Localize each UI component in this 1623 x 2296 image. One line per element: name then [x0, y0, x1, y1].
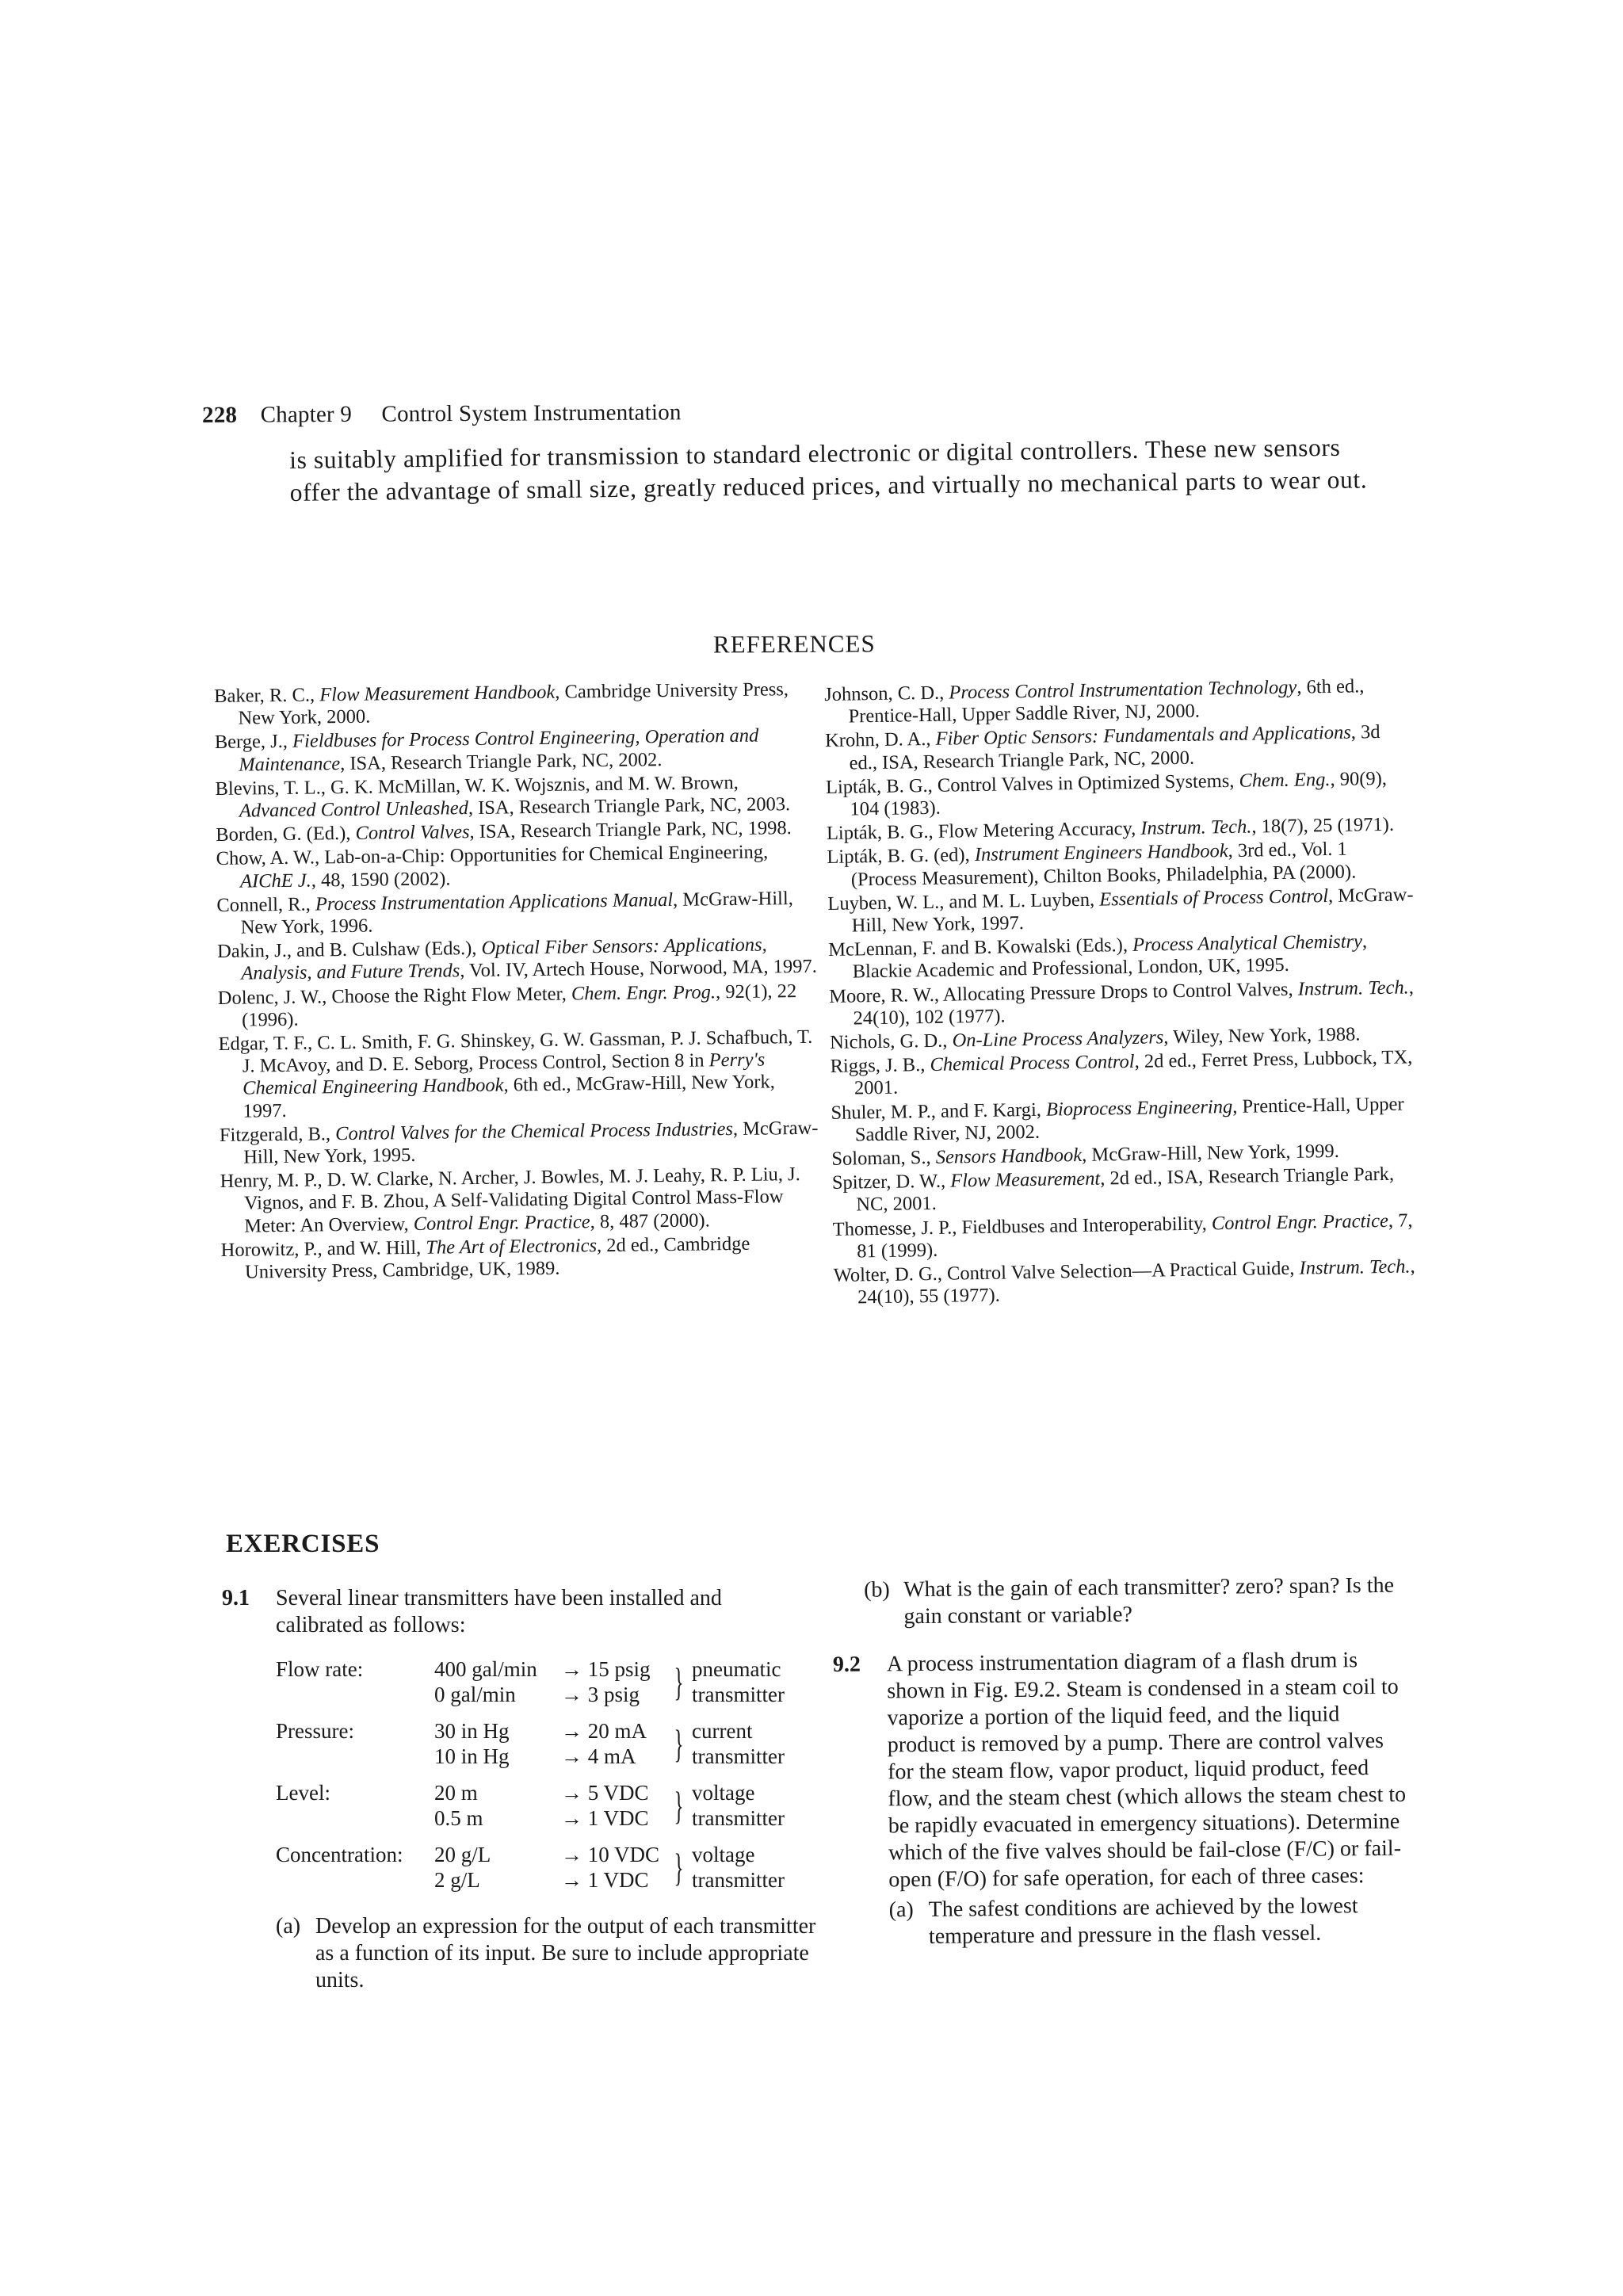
reference-title: Control Engr. Practice — [413, 1210, 590, 1235]
exercise-number: 9.1 — [222, 1586, 250, 1610]
reference-entry: Henry, M. P., D. W. Clarke, N. Archer, J. Bowles, M. J. Leahy, R. P. Liu, J. Vignos, and F. B. Zhou, A Self-Validating Digital Control Mass-Flow Meter: An Overview, Control Engr. Practice, 8, 487 (2000). — [220, 1163, 800, 1237]
reference-entry: Thomesse, J. P., Fieldbuses and Interoperability, Control Engr. Practice, 7, 81 (1999). — [832, 1209, 1413, 1263]
reference-entry: Riggs, J. B., Chemical Process Control, 2d ed., Ferret Press, Lubbock, TX, 2001. — [830, 1046, 1413, 1099]
exercise-9-1 — [222, 1585, 824, 1994]
reference-entry: Chow, A. W., Lab-on-a-Chip: Opportunities for Chemical Engineering, AIChE J., 48, 1590 (2002). — [216, 841, 769, 892]
reference-title: Chemical Process Control — [930, 1051, 1135, 1076]
brace-icon: } — [674, 1783, 684, 1828]
reference-entry: Krohn, D. A., Fiber Optic Sensors: Fundamentals and Applications, 3d ed., ISA, Research Triangle Park, NC, 2000. — [824, 721, 1381, 774]
reference-title: Instrument Engineers Handbook — [974, 840, 1228, 866]
reference-title: Chem. Engr. Prog. — [571, 980, 716, 1005]
reference-entry: Baker, R. C., Flow Measurement Handbook, Cambridge University Press, New York, 2000. — [214, 678, 789, 729]
reference-title: Chem. Eng. — [1239, 768, 1331, 792]
reference-entry: Moore, R. W., Allocating Pressure Drops to Control Valves, Instrum. Tech., 24(10), 102 (1977). — [828, 976, 1415, 1030]
running-head — [202, 399, 682, 429]
transmitter-row: Flow rate: 400 gal/min → 15 psig } pneumatic — [276, 1656, 785, 1682]
reference-entry: Lipták, B. G. (ed), Instrument Engineers Handbook, 3rd ed., Vol. 1 (Process Measurement), Chilton Books, Philadelphia, PA (2000). — [827, 839, 1357, 891]
reference-title: Sensors Handbook — [935, 1144, 1083, 1168]
reference-entry: Connell, R., Process Instrumentation Applications Manual, McGraw-Hill, New York, 1996. — [216, 887, 793, 938]
exercise-number: 9.2 — [832, 1652, 861, 1677]
brace-icon: } — [674, 1660, 684, 1704]
reference-title: Process Control Instrumentation Technology — [949, 676, 1297, 704]
reference-title: Bioprocess Engineering — [1045, 1095, 1233, 1121]
reference-entry: Wolter, D. G., Control Valve Selection—A Practical Guide, Instrum. Tech., 24(10), 55 (1977). — [833, 1255, 1415, 1308]
exercise-text: Several linear transmitters have been installed and calibrated as follows: — [276, 1586, 722, 1637]
exercise-9-2-part-a: (a) The safest conditions are achieved by the lowest temperature and pressure in the flash vessel. — [888, 1893, 1358, 1949]
reference-title: Flow Measurement Handbook — [319, 681, 556, 706]
transmitter-row: Level: 20 m → 5 VDC } voltage — [276, 1780, 785, 1805]
reference-title: Flow Measurement — [950, 1167, 1101, 1192]
references-right-column — [824, 674, 1420, 1311]
reference-entry: Lipták, B. G., Flow Metering Accuracy, Instrum. Tech., 18(7), 25 (1971). — [826, 813, 1395, 845]
transmitter-table: Flow rate: 400 gal/min → 15 psig } pneumatic 0 gal/min → 3 psig transmitter Pressure: 30 in Hg → 20 mA } current 10 in Hg → 4 mA transmitter Level: 20 m → 5 VDC } voltage 0.5 m → 1 VDC transmitter Concentration: 20 g/L → 10 VDC } voltage 2 g/L → 1 VDC transmitter — [276, 1657, 785, 1892]
reference-entry: Dolenc, J. W., Choose the Right Flow Meter, Chem. Engr. Prog., 92(1), 22 (1996). — [217, 980, 797, 1031]
reference-entry: Johnson, C. D., Process Control Instrumentation Technology, 6th ed., Prentice-Hall, Upper Saddle River, NJ, 2000. — [824, 675, 1365, 728]
reference-entry: Spitzer, D. W., Flow Measurement, 2d ed., ISA, Research Triangle Park, NC, 2001. — [831, 1163, 1395, 1216]
reference-title: Optical Fiber Sensors: Applications, Analysis, and Future Trends — [241, 934, 767, 985]
reference-entry: Luyben, W. L., and M. L. Luyben, Essentials of Process Control, McGraw-Hill, New York, 1997. — [827, 884, 1414, 937]
exercise-text: A process instrumentation diagram of a flash drum is shown in Fig. E9.2. Steam is condensed in a steam coil to vaporize a portion of the liquid feed, and the liquid product is removed by a pump. There are control valves for the steam flow, vapor product, liquid product, feed flow, and the steam chest (which allows the steam chest to be rapidly evacuated in emergency situations). Determine which of the five valves should be fail-close (F/C) or fail-open (F/O) for safe operation, for each of three cases: — [886, 1648, 1407, 1893]
brace-icon: } — [674, 1845, 684, 1889]
reference-entry: Shuler, M. P., and F. Kargi, Bioprocess Engineering, Prentice-Hall, Upper Saddle River, NJ, 2002. — [831, 1093, 1404, 1146]
reference-entry: Dakin, J., and B. Culshaw (Eds.), Optical Fiber Sensors: Applications, Analysis, and Future Trends, Vol. IV, Artech House, Norwood, MA, 1997. — [216, 934, 817, 985]
exercise-right-column — [832, 1572, 1422, 1951]
reference-title: Instrum. Tech. — [1297, 976, 1409, 1000]
reference-title: On-Line Process Analyzers — [952, 1026, 1164, 1052]
reference-entry: Borden, G. (Ed.), Control Valves, ISA, Research Triangle Park, NC, 1998. — [216, 817, 792, 846]
reference-title: Process Analytical Chemistry — [1132, 930, 1363, 957]
reference-title: AIChE J. — [239, 869, 311, 892]
reference-title: Perry's Chemical Engineering Handbook — [242, 1049, 766, 1100]
reference-title: Fiber Optic Sensors: Fundamentals and Applications — [935, 721, 1351, 751]
chapter-title: Control System Instrumentation — [381, 399, 682, 427]
reference-title: Advanced Control Unleashed — [239, 797, 469, 822]
page-number: 228 — [202, 402, 238, 428]
exercises-heading: EXERCISES — [226, 1530, 380, 1558]
reference-entry: McLennan, F. and B. Kowalski (Eds.), Process Analytical Chemistry, Blackie Academic and Professional, London, UK, 1995. — [828, 930, 1368, 983]
reference-title: Control Engr. Practice — [1211, 1209, 1389, 1235]
reference-entry: Berge, J., Fieldbuses for Process Control Engineering, Operation and Maintenance, ISA, Research Triangle Park, NC, 2002. — [214, 725, 759, 776]
reference-entry: Lipták, B. G., Control Valves in Optimized Systems, Chem. Eng., 90(9), 104 (1983). — [825, 767, 1388, 820]
reference-title: Fieldbuses for Process Control Engineering, Operation and Maintenance — [239, 725, 759, 776]
transmitter-row: Concentration: 20 g/L → 10 VDC } voltage — [276, 1842, 785, 1867]
exercise-9-1-part-b: (b) What is the gain of each transmitter? zero? span? Is the gain constant or variable? — [864, 1572, 1395, 1629]
reference-title: Essentials of Process Control — [1099, 884, 1329, 911]
reference-title: The Art of Electronics — [426, 1235, 598, 1259]
reference-title: Control Valves for the Chemical Process Industries — [335, 1117, 734, 1145]
reference-title: Instrum. Tech. — [1299, 1255, 1411, 1279]
reference-entry: Fitzgerald, B., Control Valves for the Chemical Process Industries, McGraw-Hill, New York, 1995. — [219, 1117, 819, 1168]
reference-title: Process Instrumentation Applications Manual — [315, 888, 674, 915]
references-left-column — [214, 678, 823, 1286]
chapter-label: Chapter 9 — [260, 401, 353, 428]
exercise-9-1-part-a: (a) Develop an expression for the output of each transmitter as a function of its input. Be sure to include appropriate units. — [276, 1914, 816, 1992]
reference-entry: Nichols, G. D., On-Line Process Analyzers, Wiley, New York, 1988. — [829, 1023, 1361, 1053]
transmitter-row: Pressure: 30 in Hg → 20 mA } current — [276, 1718, 785, 1744]
intro-paragraph: is suitably amplified for transmission to standard electronic or digital controllers. These new sensors offer the advantage of small size, greatly reduced prices, and virtually no mechanical parts to wear out. — [289, 433, 1368, 506]
reference-title: Control Valves — [355, 821, 470, 845]
reference-entry: Soloman, S., Sensors Handbook, McGraw-Hill, New York, 1999. — [831, 1140, 1339, 1170]
brace-icon: } — [674, 1721, 684, 1766]
reference-entry: Blevins, T. L., G. K. McMillan, W. K. Wojsznis, and M. W. Brown, Advanced Control Unleashed, ISA, Research Triangle Park, NC, 2003. — [215, 771, 791, 822]
reference-entry: Edgar, T. F., C. L. Smith, F. G. Shinskey, G. W. Gassman, P. J. Schafbuch, T. J. McAvoy, and D. E. Seborg, Process Control, Section 8 in Perry's Chemical Engineering Handbook, 6th ed., McGraw-Hill, New York, 1997. — [218, 1026, 813, 1122]
reference-entry: Horowitz, P., and W. Hill, The Art of Electronics, 2d ed., Cambridge University Press, Cambridge, UK, 1989. — [220, 1232, 750, 1283]
reference-title: Instrum. Tech. — [1140, 816, 1252, 839]
references-heading: REFERENCES — [712, 629, 876, 659]
